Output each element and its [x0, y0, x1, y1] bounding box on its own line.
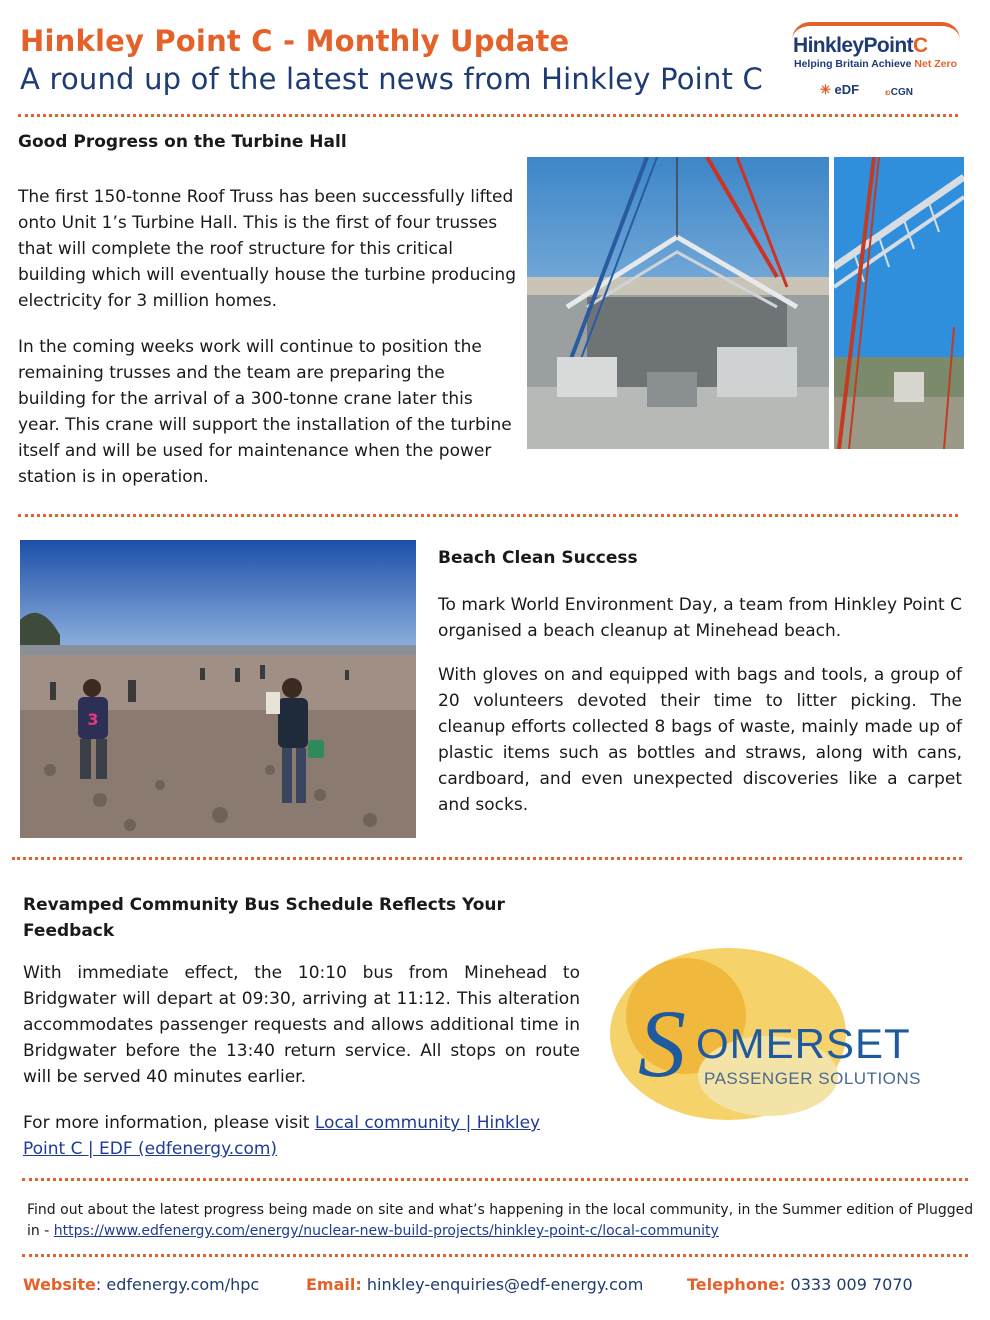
somerset-passenger-solutions-logo [608, 946, 964, 1126]
svg-text:3: 3 [87, 710, 99, 729]
divider [18, 114, 958, 117]
local-community-link[interactable]: Local community | Hinkley Point C | EDF (edfenergy.com) [23, 1113, 541, 1159]
turbine-heading: Good Progress on the Turbine Hall [18, 132, 347, 152]
turbine-hall-photo [527, 157, 829, 449]
svg-text:PASSENGER SOLUTIONS: PASSENGER SOLUTIONS [704, 1069, 922, 1088]
beach-clean-photo [20, 540, 416, 838]
bus-heading: Revamped Community Bus Schedule Reflects Your Feedback [23, 895, 505, 941]
bus-more-info: For more information, please visit Local community | Hinkley Point C | EDF (edfenergy.com) [23, 1113, 541, 1159]
hinkley-point-c-logo [790, 22, 970, 108]
turbine-paragraph-1: The first 150-tonne Roof Truss has been successfully lifted onto Unit 1’s Turbine Hall. This is the first of four trusses that will complete the roof structure for this critical building which will eventually house the turbine producing electricity for 3 million homes. [18, 187, 516, 311]
svg-text:S: S [638, 990, 686, 1097]
page-title: Hinkley Point C - Monthly Update [20, 24, 570, 58]
beach-paragraph-1: To mark World Environment Day, a team from Hinkley Point C organised a beach cleanup at Minehead beach. [438, 595, 962, 641]
divider [22, 1178, 968, 1181]
bus-paragraph-1: With immediate effect, the 10:10 bus from Minehead to Bridgwater will depart at 09:30, arriving at 11:12. This alteration accommodates passenger requests and allows additional time in Bridgwater before the 13:40 return service. All stops on route will be served 40 minutes earlier. [23, 963, 580, 1087]
plugged-in-link[interactable]: https://www.edfenergy.com/energy/nuclear-new-build-projects/hinkley-point-c/local-community [53, 1223, 719, 1239]
cgn-logo: ၿCGN [885, 87, 913, 98]
email-contact: Email: hinkley-enquiries@edf-energy.com [306, 1275, 644, 1294]
website-contact: Website: edfenergy.com/hpc [23, 1275, 260, 1294]
cgn-swirl-icon: ၿ [885, 87, 891, 98]
page-subtitle: A round up of the latest news from Hinkley Point C [20, 62, 763, 96]
divider [22, 1254, 968, 1257]
logo-tagline: Helping Britain Achieve Net Zero [794, 58, 957, 70]
svg-text:OMERSET: OMERSET [696, 1020, 911, 1067]
edf-spark-icon: ✳ [820, 82, 831, 97]
roof-truss-lift-photo [834, 157, 964, 449]
telephone-contact: Telephone: 0333 009 7070 [687, 1275, 913, 1294]
logo-name: HinkleyPointC [793, 34, 928, 57]
divider [12, 857, 962, 860]
edf-logo: ✳ eDF [820, 82, 860, 97]
turbine-paragraph-2: In the coming weeks work will continue to position the remaining trusses and the team are preparing the building for the arrival of a 300-tonne crane later this year. This crane will support the installation of the turbine itself and will be used for maintenance when the power station is in operation. [18, 337, 512, 487]
beach-heading: Beach Clean Success [438, 548, 638, 568]
footer-text: Find out about the latest progress being made on site and what’s happening in the local community, in the Summer edition of Plugged in - https://www.edfenergy.com/energy/nuclear-new-build-projects/hinkley-point-c/local-community [27, 1202, 974, 1239]
divider [18, 514, 958, 517]
beach-paragraph-2: With gloves on and equipped with bags and tools, a group of 20 volunteers devoted their time to litter picking. The cleanup efforts collected 8 bags of waste, mainly made up of plastic items such as bottles and straws, along with cans, cardboard, and even unexpected discoveries like a carpet and socks. [438, 665, 962, 815]
